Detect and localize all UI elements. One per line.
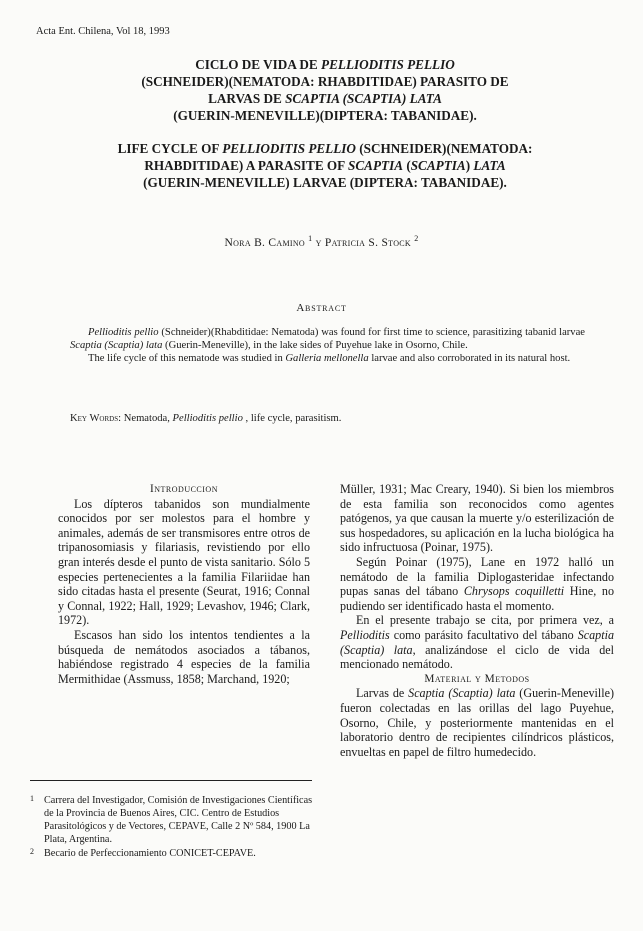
title-en-line-1: LIFE CYCLE OF PELLIODITIS PELLIO (SCHNEIDER)(NEMATODA: [117, 141, 533, 156]
intro-paragraph-3: Müller, 1931; Mac Creary, 1940). Si bien los miembros de esta familia son reconocidos como agentes patógenos, ya que causan la muerte y/o esterilización de sus hospedadores, su aplicación en la lucha biológica ha sido infructuosa (Poinar, 1975). [340, 482, 614, 555]
abstract-heading: Abstract [296, 302, 347, 314]
title-es-line-4: (GUERIN-MENEVILLE)(DIPTERA: TABANIDAE). [173, 108, 477, 123]
abstract-paragraph-2: The life cycle of this nematode was studied in Galleria mellonella larvae and also corroborated in its natural host. [88, 353, 571, 364]
intro-paragraph-4: Según Poinar (1975), Lane en 1972 halló un nemátodo de la familia Diplogasteridae infectando pupas sanas del tábano Chrysops coquilletti Hine, no pudiendo ser identificado hasta el momento. [340, 554, 614, 613]
spanish-title [80, 56, 570, 124]
intro-heading: Introduccion [150, 483, 218, 495]
authors: Nora B. Camino $^1$ y Patricia S. Stock $^2$ [224, 234, 419, 249]
right-column [340, 482, 614, 759]
intro-paragraph-2: Escasos han sido los intentos tendientes a la búsqueda de nemátodos asociados a tábanos, habiéndose registrado 4 especies de la familia Mermithidae (Assmuss, 1858; Marchand, 1920; [58, 627, 310, 686]
methods-heading: Material y Metodos [424, 672, 530, 685]
methods-paragraph-1: Larvas de Scaptia (Scaptia) lata (Guerin-Meneville) fueron colectadas en las orillas del lago Puyehue, Osorno, Chile, y posteriormente mantenidas en el laboratorio dentro de recipientes cilíndricos plásticos, envueltas en papel de filtro humedecido. [340, 686, 614, 759]
footnote-2-mark: 2 [30, 847, 34, 856]
title-es-line-3: LARVAS DE SCAPTIA (SCAPTIA) LATA [208, 91, 442, 106]
intro-paragraph-5: En el presente trabajo se cita, por primera vez, a Pellioditis como parásito facultativo del tábano Scaptia (Scaptia) lata, analizándose el ciclo de vida del mencionado nemátodo. [340, 613, 614, 672]
keywords: Key Words: Nematoda, Pellioditis pellio , life cycle, parasitism. [70, 413, 342, 424]
author-2-mark: 2 [414, 234, 419, 243]
footnotes [30, 794, 315, 861]
intro-paragraph-1: Los dípteros tabanidos son mundialmente conocidos por ser molestos para el hombre y animales, además de ser transmisores entre otros de tripanosomiasis y filariasis, revistiendo por ello gran interés desde el punto de vista sanitario. Sólo 5 especies pertenecientes a la familia Filariidae han sido citadas hasta el presente (Seurat, 1916; Connal y Connal, 1922; Hall, 1929; Levashov, 1946; Clark, 1972). [58, 496, 310, 628]
title-es-line-2: (SCHNEIDER)(NEMATODA: RHABDITIDAE) PARASITO DE [141, 74, 509, 89]
title-en-line-2: RHABDITIDAE) A PARASITE OF SCAPTIA (SCAPTIA) LATA [144, 158, 506, 173]
keywords-label: Key Words: [70, 413, 122, 424]
author-1-mark: 1 [308, 234, 313, 243]
title-en-line-3: (GUERIN-MENEVILLE) LARVAE (DIPTERA: TABANIDAE). [143, 175, 507, 190]
title-es-line-1: CICLO DE VIDA DE PELLIODITIS PELLIO [195, 57, 455, 72]
journal-header: Acta Ent. Chilena, Vol 18, 1993 [36, 26, 170, 37]
abstract-paragraph-1: Pellioditis pellio (Schneider)(Rhabditidae: Nematoda) was found for first time to science, parasitizing tabanid larvae Scaptia (Scaptia) lata (Guerin-Meneville), in the lake sides of Puyehue lake in Osorno, Chile. [70, 327, 586, 351]
author-1: Nora B. Camino [224, 236, 309, 249]
author-2: Patricia S. Stock [324, 236, 415, 249]
footnote-2: 2 Becario de Perfeccionamiento CONICET-CEPAVE. [30, 847, 256, 859]
footnote-1-mark: 1 [30, 794, 34, 803]
left-column [58, 482, 310, 686]
abstract-body [70, 326, 585, 365]
english-title [80, 140, 570, 191]
footnote-1: 1 Carrera del Investigador, Comisión de Investigaciones Científicas de la Provincia de Buenos Aires, CIC. Centro de Estudios Parasitológicos y de Vectores, CEPAVE, Calle 2 Nº 584, 1900 La Plata, Argentina. [30, 794, 313, 845]
footnote-rule [30, 780, 312, 781]
